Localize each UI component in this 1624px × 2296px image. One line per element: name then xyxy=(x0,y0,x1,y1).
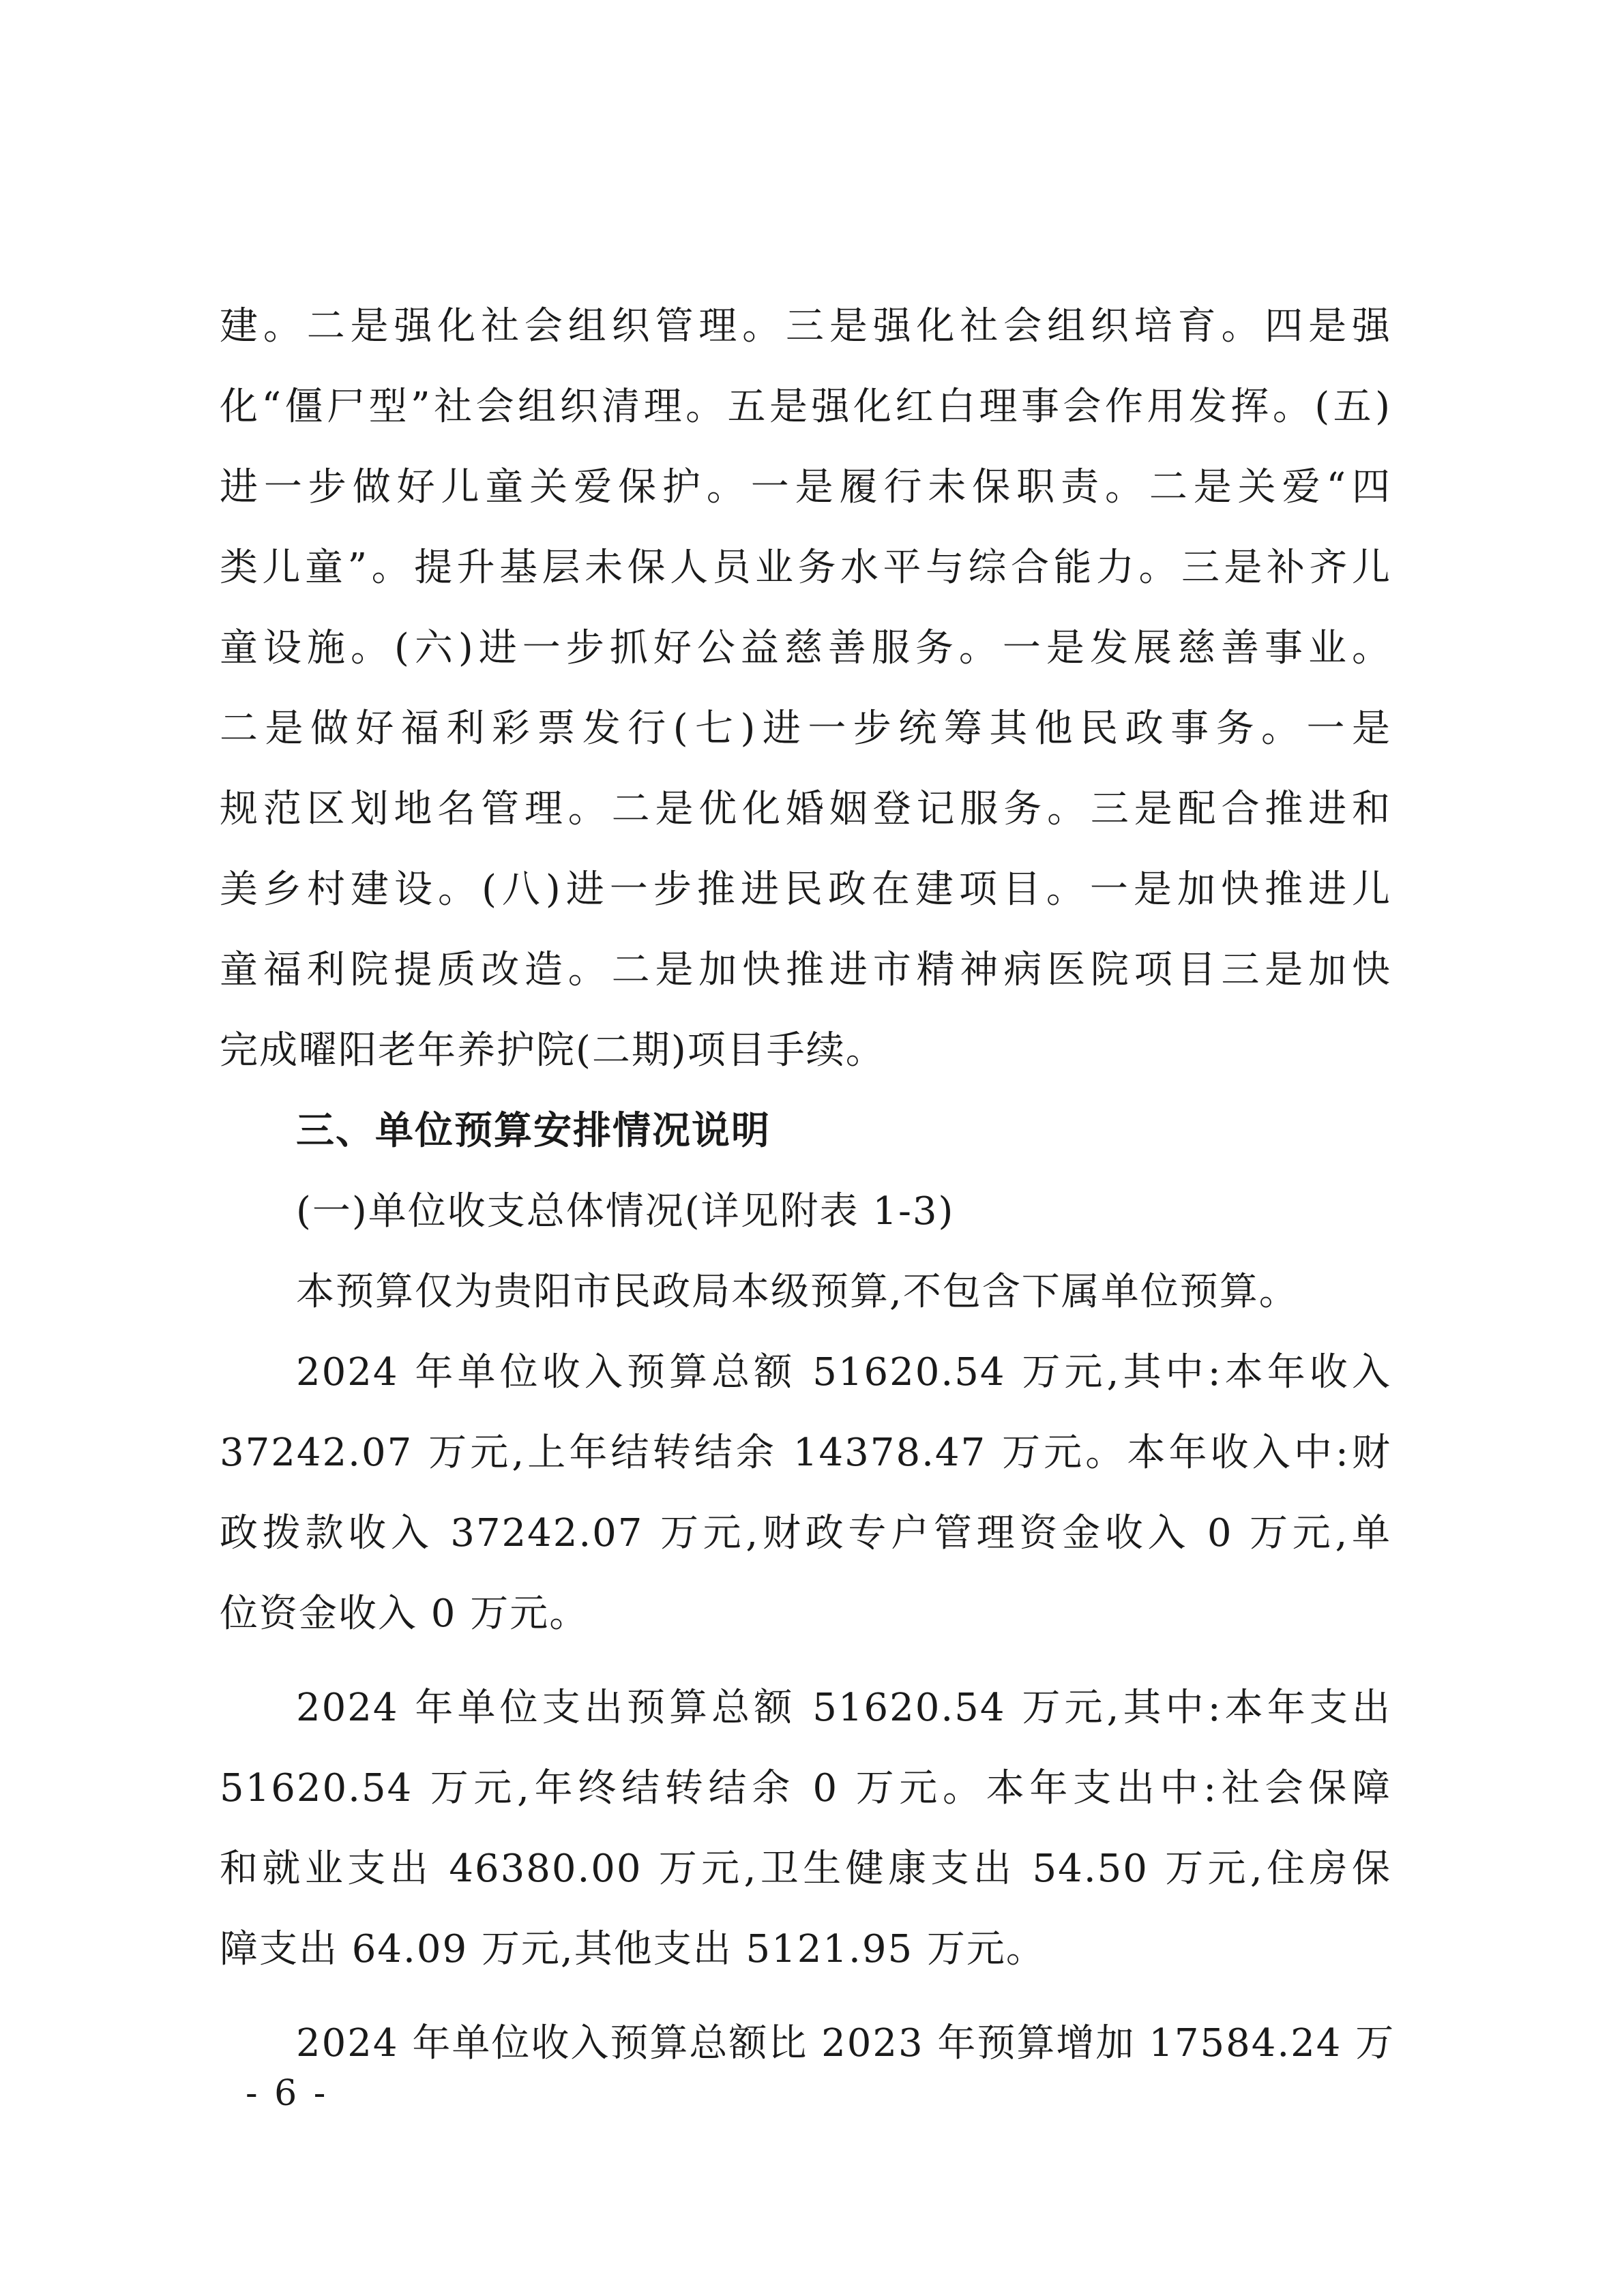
text-line: 童福利院提质改造。二是加快推进市精神病医院项目三是加快 xyxy=(220,948,1391,992)
paragraph-spacer xyxy=(220,1990,1391,2003)
text-line: 2024 年单位支出预算总额 51620.54 万元,其中:本年支出 xyxy=(296,1686,1391,1730)
text-line: 二是做好福利彩票发行(七)进一步统筹其他民政事务。一是 xyxy=(220,706,1391,751)
subsection-heading: (一)单位收支总体情况(详见附表 1-3) xyxy=(296,1189,955,1234)
text-line: 建。二是强化社会组织管理。三是强化社会组织培育。四是强 xyxy=(220,304,1391,348)
section-heading: 三、单位预算安排情况说明 xyxy=(296,1109,771,1153)
text-line: 进一步做好儿童关爱保护。一是履行未保职责。二是关爱“四 xyxy=(220,465,1391,509)
text-line: 类儿童”。提升基层未保人员业务水平与综合能力。三是补齐儿 xyxy=(220,546,1391,590)
paragraph-income xyxy=(220,1332,1391,1654)
text-line: 完成曜阳老年养护院(二期)项目手续。 xyxy=(220,1028,885,1073)
text-line: 童设施。(六)进一步抓好公益慈善服务。一是发展慈善事业。 xyxy=(220,626,1391,670)
text-line: 规范区划地名管理。二是优化婚姻登记服务。三是配合推进和 xyxy=(220,787,1391,831)
text-line: 37242.07 万元,上年结转结余 14378.47 万元。本年收入中:财 xyxy=(220,1431,1391,1475)
paragraph-comparison xyxy=(220,2003,1396,2084)
page-number: - 6 - xyxy=(246,2073,329,2114)
document-body xyxy=(220,286,1396,2084)
text-line: 2024 年单位收入预算总额比 2023 年预算增加 17584.24 万 xyxy=(296,2021,1396,2066)
paragraph-work-plan xyxy=(220,286,1391,1091)
text-line: 本预算仅为贵阳市民政局本级预算,不包含下属单位预算。 xyxy=(296,1270,1299,1314)
paragraph-scope xyxy=(220,1252,1391,1332)
paragraph-expenditure xyxy=(220,1668,1391,1990)
text-line: 位资金收入 0 万元。 xyxy=(220,1592,589,1636)
text-line: 政拨款收入 37242.07 万元,财政专户管理资金收入 0 万元,单 xyxy=(220,1511,1391,1555)
text-line: 51620.54 万元,年终结转结余 0 万元。本年支出中:社会保障 xyxy=(220,1766,1391,1810)
paragraph-spacer xyxy=(220,1654,1391,1668)
text-line: 2024 年单位收入预算总额 51620.54 万元,其中:本年收入 xyxy=(296,1350,1391,1395)
text-line: 美乡村建设。(八)进一步推进民政在建项目。一是加快推进儿 xyxy=(220,867,1391,912)
text-line: 障支出 64.09 万元,其他支出 5121.95 万元。 xyxy=(220,1927,1046,1971)
text-line: 和就业支出 46380.00 万元,卫生健康支出 54.50 万元,住房保 xyxy=(220,1847,1391,1891)
text-line: 化“僵尸型”社会组织清理。五是强化红白理事会作用发挥。(五) xyxy=(220,385,1391,429)
